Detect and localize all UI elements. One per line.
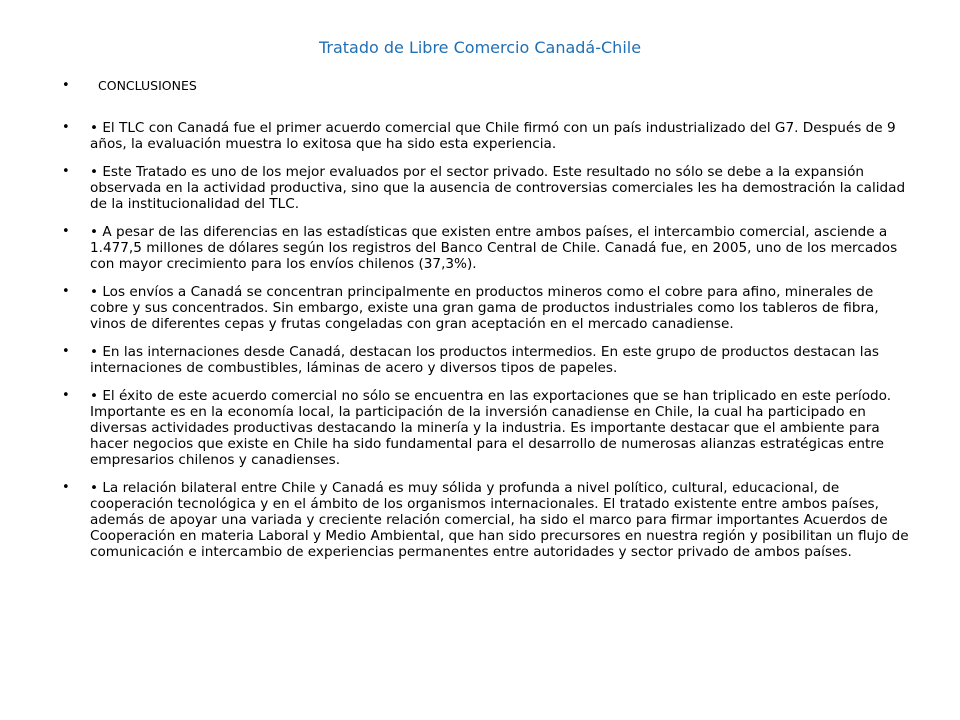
bullet-icon: • xyxy=(62,480,70,495)
item-text: • Este Tratado es uno de los mejor evaluados por el sector privado. Este resultado no sólo se debe a la expansión observada en la actividad productiva, sino que la ausencia de controversias comerciales les ha demostración la calidad de la institucionalidad del TLC. xyxy=(90,164,906,212)
item-text: • El TLC con Canadá fue el primer acuerdo comercial que Chile firmó con un país industrializado del G7. Después de 9 años, la evaluación muestra lo exitosa que ha sido esta experiencia. xyxy=(90,120,896,152)
list-item xyxy=(62,284,912,332)
bullet-icon: • xyxy=(62,78,70,93)
bullet-icon: • xyxy=(62,284,70,299)
bullet-icon: • xyxy=(62,120,70,135)
item-text: • El éxito de este acuerdo comercial no sólo se encuentra en las exportaciones que se han triplicado en este período. Importante es en la economía local, la participación de la inversión canadiense en Chile, la cual ha participado en diversas actividades productivas destacando la minería y la industria. Es importante destacar que el ambiente para hacer negocios que existe en Chile ha sido fundamental para el desarrollo de numerosas alianzas estratégicas entre empresarios chilenos y canadienses. xyxy=(90,388,892,468)
item-text: • Los envíos a Canadá se concentran principalmente en productos mineros como el cobre para afino, minerales de cobre y sus concentrados. Sin embargo, existe una gran gama de productos industriales como los tableros de fibra, vinos de diferentes cepas y frutas congeladas con gran aceptación en el mercado canadiense. xyxy=(90,284,879,332)
item-text: • A pesar de las diferencias en las estadísticas que existen entre ambos países, el intercambio comercial, asciende a 1.477,5 millones de dólares según los registros del Banco Central de Chile. Canadá fue, en 2005, uno de los mercados con mayor crecimiento para los envíos chilenos (37,3%). xyxy=(90,224,898,272)
item-text: • La relación bilateral entre Chile y Canadá es muy sólida y profunda a nivel político, cultural, educacional, de cooperación tecnológica y en el ámbito de los organismos internacionales. El tratado existente entre ambos países, además de apoyar una variada y creciente relación comercial, ha sido el marco para firmar importantes Acuerdos de Cooperación en materia Laboral y Medio Ambiental, que han sido precursores en nuestra región y posibilitan un flujo de comunicación e intercambio de experiencias permanentes entre autoridades y sector privado de ambos países. xyxy=(90,480,909,560)
list-item xyxy=(62,120,912,152)
list-item xyxy=(62,480,912,560)
list-item xyxy=(62,344,912,376)
item-text: • En las internaciones desde Canadá, destacan los productos intermedios. En este grupo de productos destacan las internaciones de combustibles, láminas de acero y diversos tipos de papeles. xyxy=(90,344,879,376)
list-item xyxy=(62,388,912,468)
list-item xyxy=(62,78,912,94)
slide-title: Tratado de Libre Comercio Canadá-Chile xyxy=(318,38,642,57)
bullet-icon: • xyxy=(62,164,70,179)
list-item xyxy=(62,164,912,212)
conclusions-list xyxy=(62,76,912,572)
bullet-icon: • xyxy=(62,388,70,403)
bullet-icon: • xyxy=(62,224,70,239)
item-text: CONCLUSIONES xyxy=(98,78,197,93)
list-item xyxy=(62,224,912,272)
bullet-icon: • xyxy=(62,344,70,359)
